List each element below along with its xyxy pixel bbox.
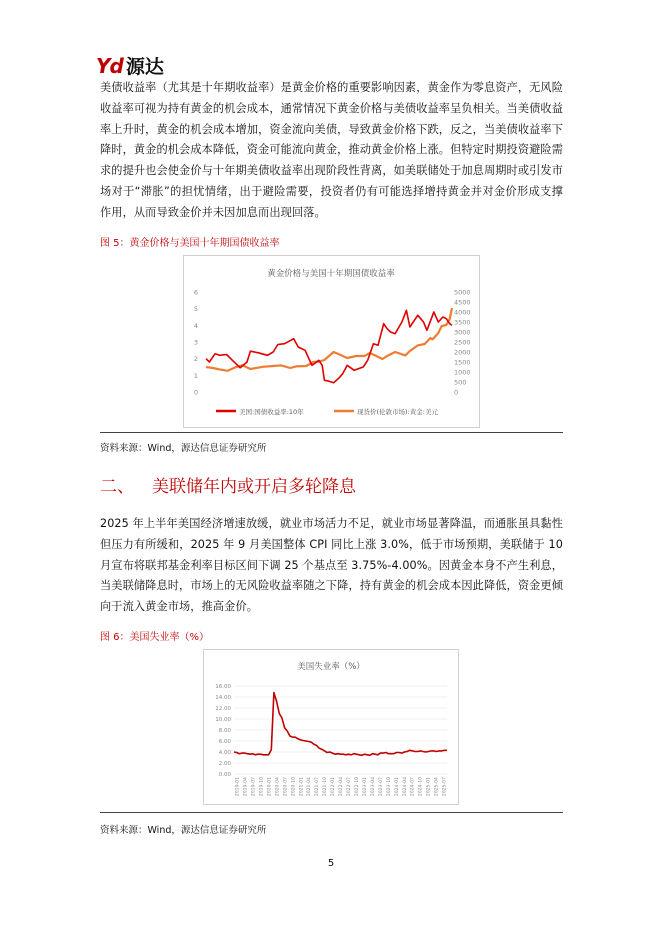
chart2-x-tick-label: 2022-10 <box>355 777 361 797</box>
chart2-x-tick-label: 2023-07 <box>378 777 384 797</box>
chart1-left-tick-label: 1 <box>193 371 198 380</box>
chart2-x-tick-label: 2024-10 <box>418 777 424 797</box>
chart1-right-tick-label: 1000 <box>454 368 471 377</box>
chart2-x-tick-label: 2023-04 <box>370 777 376 797</box>
chart2-x-tick-label: 2024-07 <box>410 777 416 797</box>
figure5-chart <box>183 255 480 428</box>
figure6-source: 资料来源：Wind，源达信息证券研究所 <box>100 825 267 836</box>
chart1-right-tick-label: 0 <box>454 388 459 397</box>
chart2-x-tick-label: 2023-01 <box>362 777 368 797</box>
logo-mark: Yd <box>96 53 123 78</box>
chart1-left-tick-label: 4 <box>193 321 198 330</box>
figure5-rule <box>100 432 563 433</box>
chart2-x-tick-label: 2020-10 <box>291 777 297 797</box>
chart1-legend <box>216 407 438 416</box>
chart2-y-tick-label: 4.00 <box>218 750 231 756</box>
chart2-x-tick-label: 2021-01 <box>299 777 305 797</box>
chart1-left-tick-label: 5 <box>193 305 198 314</box>
chart2-x-tick-label: 2022-04 <box>339 777 345 797</box>
company-logo <box>96 52 164 79</box>
figure6-chart <box>203 649 459 805</box>
chart2-x-tick-label: 2020-01 <box>267 777 273 797</box>
figure6-rule <box>100 812 563 813</box>
chart1-right-tick-label: 5000 <box>454 288 471 297</box>
chart2-x-tick-label: 2020-04 <box>275 777 281 797</box>
paragraph-gold-yield: 美债收益率（尤其是十年期收益率）是黄金价格的重要影响因素，黄金作为零息资产，无风险收益率可视为持有黄金的机会成本，通常情况下黄金价格与美债收益率呈负相关。当美债收益率上升时，黄金的机会成本增加，资金流向美债，导致黄金价格下跌，反之，当美债收益率下降时，黄金的机会成本降低，资金可能流向黄金，推动黄金价格上涨。但特定时期投资避险需求的提升也会使金价与十年期美债收益率出现阶段性背离，如美联储处于加息周期时或引发市场对于“滞胀”的担忧情绪，出于避险需要，投资者仍有可能选择增持黄金并对金价形成支撑作用，从而导致金价并未因加息而出现回落。 <box>100 81 563 219</box>
chart1-left-tick-label: 2 <box>193 355 198 364</box>
chart2-x-tick-label: 2019-01 <box>235 777 241 797</box>
chart2-x-tick-label: 2019-04 <box>243 777 249 797</box>
chart2-x-tick-label: 2019-07 <box>251 777 257 797</box>
chart2-x-tick-label: 2022-07 <box>347 777 353 797</box>
chart2-y-tick-label: 14.00 <box>215 695 231 701</box>
unemployment-chart-svg <box>204 650 458 804</box>
section-number: 二、 <box>100 477 134 497</box>
chart2-x-tick-label: 2020-07 <box>283 777 289 797</box>
chart1-title: 黄金价格与美国十年期国债收益率 <box>267 269 395 279</box>
series-line-gold <box>206 308 452 371</box>
chart2-x-tick-label: 2021-07 <box>315 777 321 797</box>
chart1-right-tick-label: 4000 <box>454 308 471 317</box>
chart2-y-tick-label: 12.00 <box>215 706 231 712</box>
section-heading <box>100 472 356 497</box>
chart2-x-tick-label: 2023-10 <box>386 777 392 797</box>
paragraph-fed-rate: 2025 年上半年美国经济增速放缓，就业市场活力不足，就业市场显著降温，而通胀虽具黏性但压力有所缓和，2025 年 9 月美国整体 CPI 同比上涨 3.0%，低于市场预期，美联储于 10 月宣布将联邦基金利率目标区间下调 25 个基点至 3.75%-4.00%。因黄金本身不产生利息，当美联储降息时，市场上的无风险收益率随之下降，持有黄金的机会成本因此降低，资金更倾向于流入黄金市场，推高金价。 <box>100 517 563 614</box>
chart1-right-tick-label: 3000 <box>454 328 471 337</box>
chart1-left-tick-label: 3 <box>193 338 198 347</box>
chart1-right-tick-label: 2000 <box>454 348 471 357</box>
chart2-y-tick-label: 16.00 <box>215 684 231 690</box>
chart2-x-tick-label: 2025-01 <box>426 777 432 797</box>
chart1-right-tick-label: 3500 <box>454 318 471 327</box>
chart1-right-tick-label: 1500 <box>454 358 471 367</box>
chart1-right-tick-label: 2500 <box>454 338 471 347</box>
figure5-source: 资料来源：Wind，源达信息证券研究所 <box>100 443 267 454</box>
chart2-y-tick-label: 10.00 <box>215 717 231 723</box>
chart1-right-tick-label: 4500 <box>454 298 471 307</box>
chart1-right-tick-label: 500 <box>454 378 467 387</box>
series-line-unemployment <box>234 693 447 756</box>
legend-label-gold: 现货价(伦敦市场):黄金:美元 <box>357 408 438 416</box>
chart2-y-tick-label: 2.00 <box>218 761 231 767</box>
chart2-y-tick-label: 8.00 <box>218 728 231 734</box>
figure6-caption: 图 6：美国失业率（%） <box>100 632 210 643</box>
page-number: 5 <box>327 858 335 869</box>
chart2-y-tick-label: 0.00 <box>218 772 231 778</box>
legend-label-yield: 美国:国债收益率:10年 <box>239 408 304 416</box>
chart2-title: 美国失业率（%） <box>297 662 365 672</box>
chart2-x-tick-label: 2019-10 <box>259 777 265 797</box>
chart2-x-tick-label: 2024-04 <box>402 777 408 797</box>
chart2-x-tick-label: 2022-01 <box>331 777 337 797</box>
logo-text: 源达 <box>125 56 164 78</box>
chart2-x-tick-label: 2024-01 <box>394 777 400 797</box>
chart1-left-tick-label: 0 <box>193 388 198 397</box>
section-title: 美联储年内或开启多轮降息 <box>152 477 356 497</box>
chart2-y-tick-label: 6.00 <box>218 739 231 745</box>
figure5-caption: 图 5：黄金价格与美国十年期国债收益率 <box>100 238 280 249</box>
chart2-x-tick-label: 2025-07 <box>442 777 448 797</box>
chart2-x-tick-label: 2021-10 <box>323 777 329 797</box>
chart1-left-tick-label: 6 <box>193 288 198 297</box>
chart2-x-tick-label: 2021-04 <box>307 777 313 797</box>
gold-yield-chart-svg <box>184 256 479 427</box>
chart2-x-tick-label: 2025-04 <box>434 777 440 797</box>
